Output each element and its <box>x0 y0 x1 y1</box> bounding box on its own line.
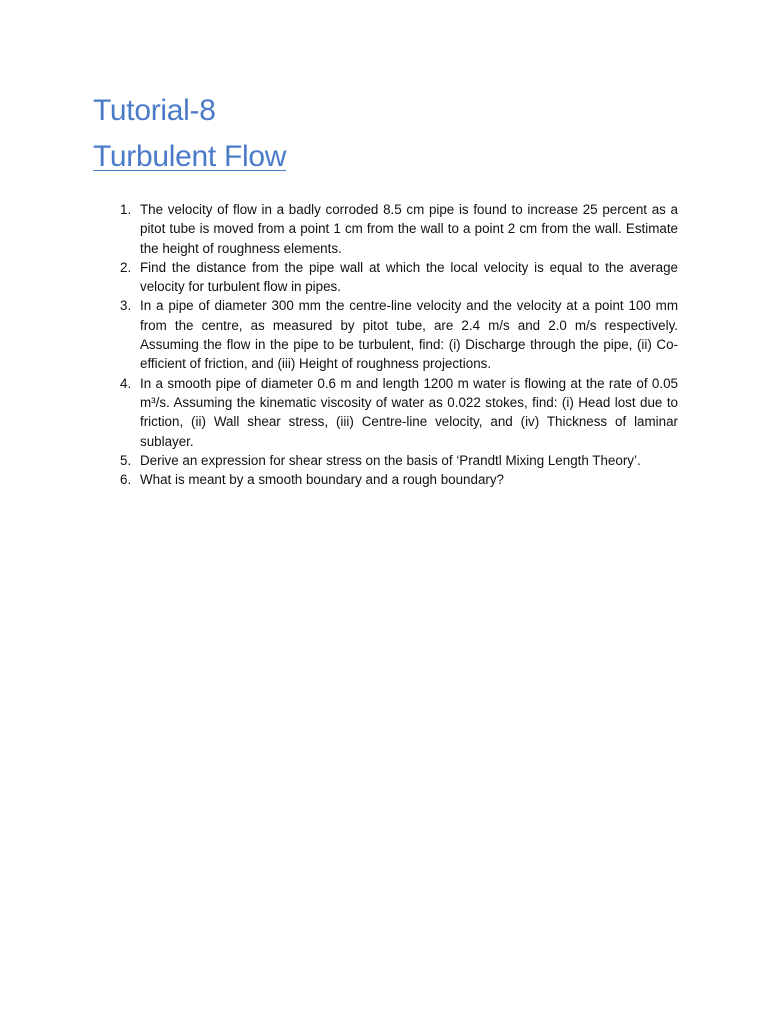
question-item <box>110 470 678 489</box>
question-text: Find the distance from the pipe wall at which the local velocity is equal to the average velocity for turbulent flow in pipes. <box>140 259 678 295</box>
question-number: 6. <box>120 472 132 488</box>
question-item <box>110 296 678 373</box>
question-number: 1. <box>120 202 132 217</box>
question-number: 5. <box>120 452 132 468</box>
question-number: 3. <box>120 298 132 314</box>
question-item <box>110 200 678 258</box>
question-text: In a smooth pipe of diameter 0.6 m and length 1200 m water is flowing at the rate of 0.05 m³/s. Assuming the kinematic viscosity of water as 0.022 stokes, find: (i) Head lost due to friction, (ii) Wall shear stress, (iii) Centre-line velocity, and (iv) Thickness of laminar sublayer. <box>140 375 678 449</box>
question-text: In a pipe of diameter 300 mm the centre-line velocity and the velocity at a point 100 mm from the centre, as measured by pitot tube, are 2.4 m/s and 2.0 m/s respectively. Assuming the flow in the pipe to be turbulent, find: (i) Discharge through the pipe, (ii) Co-efficient of friction, and (iii) Height of roughness projections. <box>140 298 678 372</box>
question-text: The velocity of flow in a badly corroded 8.5 cm pipe is found to increase 25 percent as a pitot tube is moved from a point 1 cm from the wall to a point 2 cm from the wall. Estimate the height of roughness elements. <box>140 202 678 256</box>
question-text: Derive an expression for shear stress on the basis of ‘Prandtl Mixing Length Theory’. <box>140 452 641 468</box>
title-block <box>93 88 286 180</box>
topic-heading: Turbulent Flow <box>93 140 287 173</box>
question-number: 2. <box>120 259 132 275</box>
question-number: 4. <box>120 375 132 391</box>
question-text: What is meant by a smooth boundary and a rough boundary? <box>140 472 505 488</box>
question-list <box>110 200 678 489</box>
question-item <box>110 451 678 470</box>
question-item <box>110 374 678 451</box>
question-item <box>110 258 678 297</box>
tutorial-number-heading: Tutorial-8 <box>93 94 216 127</box>
